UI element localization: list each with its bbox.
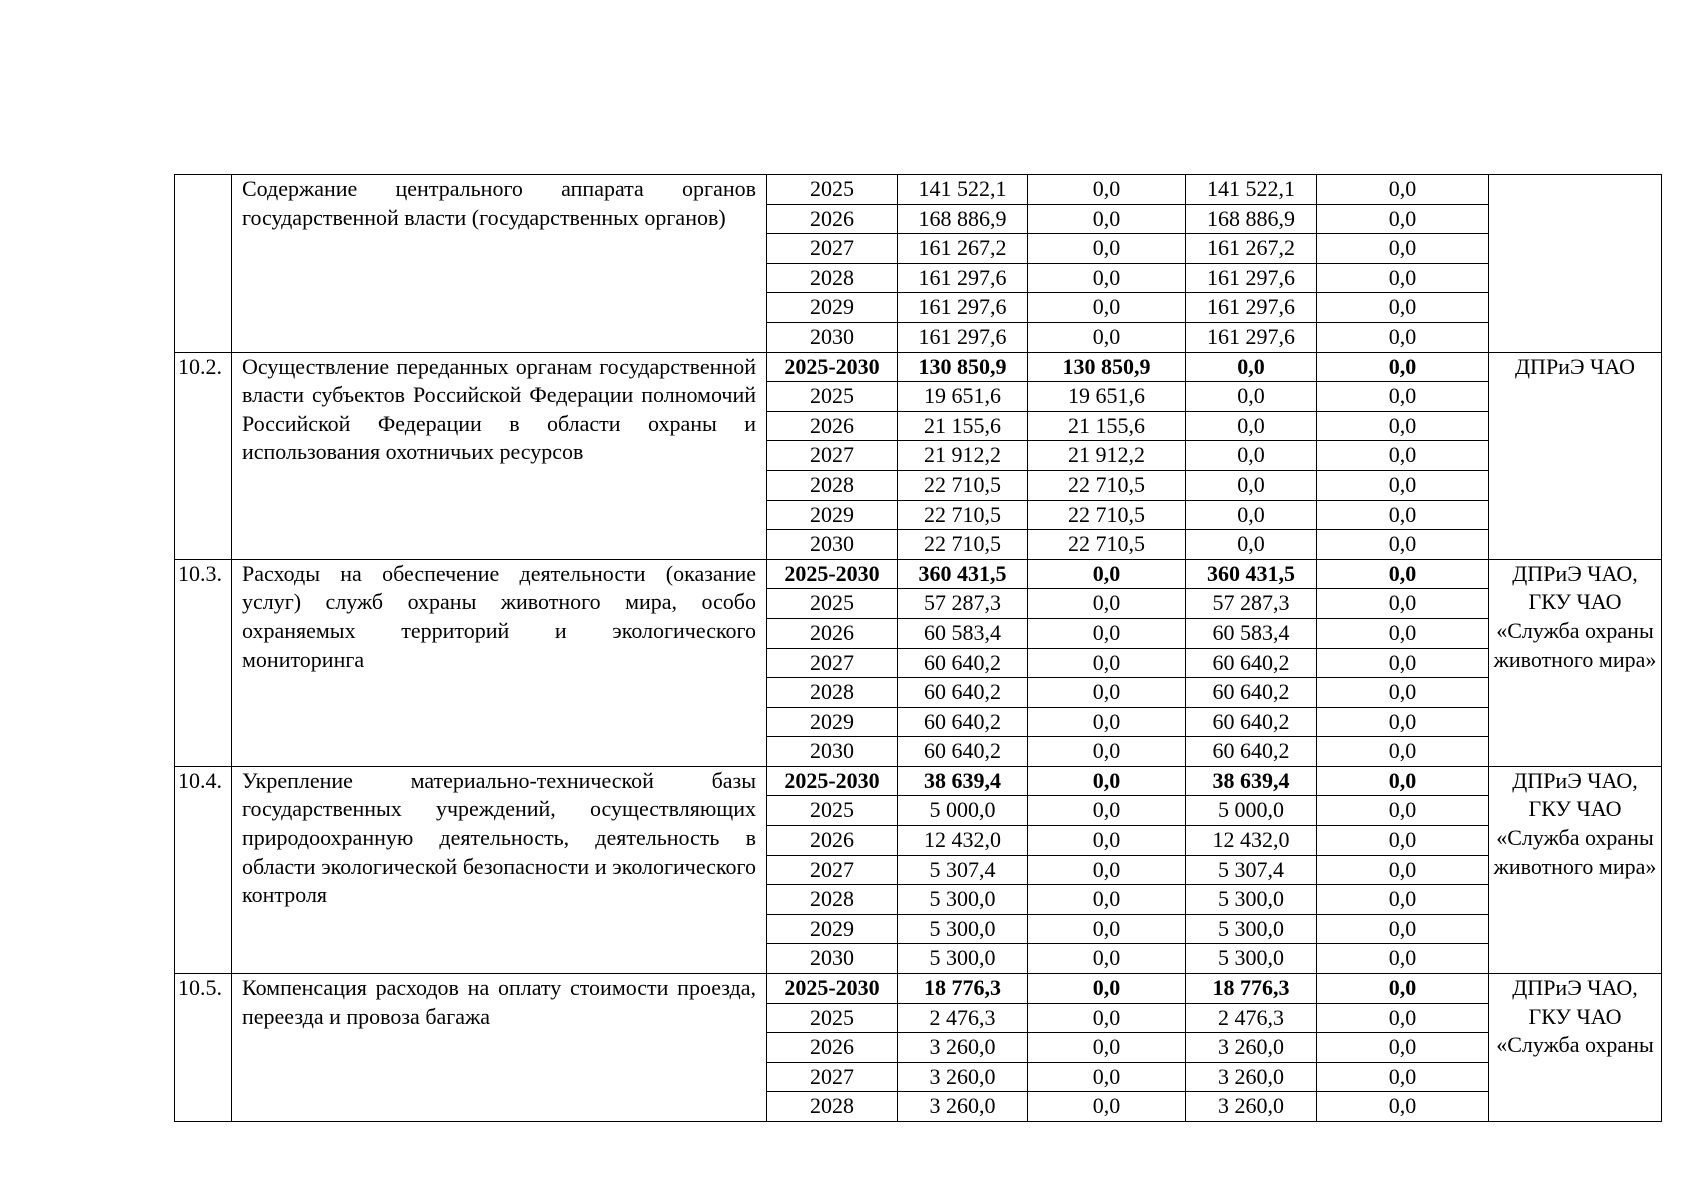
federal-budget-cell: 22 710,5 <box>1028 530 1186 560</box>
other-sources-cell: 0,0 <box>1317 322 1489 352</box>
year-cell: 2026 <box>767 618 898 648</box>
other-sources-cell: 0,0 <box>1317 500 1489 530</box>
total-amount-cell: 60 640,2 <box>898 648 1028 678</box>
federal-budget-cell: 0,0 <box>1028 618 1186 648</box>
item-number: 10.4. <box>175 766 232 973</box>
federal-budget-cell: 0,0 <box>1028 944 1186 974</box>
item-number: 10.3. <box>175 559 232 766</box>
other-sources-cell: 0,0 <box>1317 559 1489 589</box>
item-description: Содержание центрального аппарата органов государственной власти (государственных органов) <box>232 175 767 353</box>
table-row <box>175 175 1662 205</box>
year-cell: 2025-2030 <box>767 766 898 796</box>
federal-budget-cell: 21 155,6 <box>1028 411 1186 441</box>
other-sources-cell: 0,0 <box>1317 441 1489 471</box>
regional-budget-cell: 38 639,4 <box>1186 766 1317 796</box>
year-cell: 2025 <box>767 589 898 619</box>
year-cell: 2027 <box>767 855 898 885</box>
total-amount-cell: 161 297,6 <box>898 263 1028 293</box>
other-sources-cell: 0,0 <box>1317 263 1489 293</box>
year-cell: 2028 <box>767 1092 898 1122</box>
year-cell: 2025-2030 <box>767 352 898 382</box>
regional-budget-cell: 0,0 <box>1186 530 1317 560</box>
year-cell: 2029 <box>767 707 898 737</box>
federal-budget-cell: 0,0 <box>1028 707 1186 737</box>
other-sources-cell: 0,0 <box>1317 1062 1489 1092</box>
other-sources-cell: 0,0 <box>1317 204 1489 234</box>
regional-budget-cell: 0,0 <box>1186 441 1317 471</box>
federal-budget-cell: 0,0 <box>1028 175 1186 205</box>
other-sources-cell: 0,0 <box>1317 707 1489 737</box>
total-amount-cell: 5 307,4 <box>898 855 1028 885</box>
table-row <box>175 559 1662 589</box>
year-cell: 2025 <box>767 1003 898 1033</box>
other-sources-cell: 0,0 <box>1317 352 1489 382</box>
regional-budget-cell: 161 267,2 <box>1186 234 1317 264</box>
year-cell: 2029 <box>767 914 898 944</box>
total-amount-cell: 19 651,6 <box>898 382 1028 412</box>
federal-budget-cell: 22 710,5 <box>1028 470 1186 500</box>
year-cell: 2027 <box>767 234 898 264</box>
regional-budget-cell: 57 287,3 <box>1186 589 1317 619</box>
executor-cell: ДПРиЭ ЧАО, ГКУ ЧАО «Служба охраны животного мира» <box>1489 766 1662 973</box>
year-cell: 2028 <box>767 263 898 293</box>
regional-budget-cell: 2 476,3 <box>1186 1003 1317 1033</box>
federal-budget-cell: 0,0 <box>1028 974 1186 1004</box>
federal-budget-cell: 0,0 <box>1028 914 1186 944</box>
federal-budget-cell: 0,0 <box>1028 293 1186 323</box>
regional-budget-cell: 161 297,6 <box>1186 263 1317 293</box>
total-amount-cell: 12 432,0 <box>898 826 1028 856</box>
executor-cell: ДПРиЭ ЧАО, ГКУ ЧАО «Служба охраны животного мира» <box>1489 559 1662 766</box>
regional-budget-cell: 360 431,5 <box>1186 559 1317 589</box>
total-amount-cell: 38 639,4 <box>898 766 1028 796</box>
year-cell: 2028 <box>767 885 898 915</box>
regional-budget-cell: 161 297,6 <box>1186 322 1317 352</box>
other-sources-cell: 0,0 <box>1317 885 1489 915</box>
federal-budget-cell: 0,0 <box>1028 234 1186 264</box>
federal-budget-cell: 130 850,9 <box>1028 352 1186 382</box>
other-sources-cell: 0,0 <box>1317 914 1489 944</box>
item-number <box>175 175 232 353</box>
total-amount-cell: 60 583,4 <box>898 618 1028 648</box>
total-amount-cell: 22 710,5 <box>898 530 1028 560</box>
total-amount-cell: 141 522,1 <box>898 175 1028 205</box>
table-row <box>175 766 1662 796</box>
other-sources-cell: 0,0 <box>1317 382 1489 412</box>
total-amount-cell: 2 476,3 <box>898 1003 1028 1033</box>
year-cell: 2025 <box>767 175 898 205</box>
other-sources-cell: 0,0 <box>1317 648 1489 678</box>
item-number: 10.5. <box>175 974 232 1122</box>
total-amount-cell: 60 640,2 <box>898 678 1028 708</box>
regional-budget-cell: 60 640,2 <box>1186 707 1317 737</box>
year-cell: 2025 <box>767 796 898 826</box>
total-amount-cell: 21 155,6 <box>898 411 1028 441</box>
regional-budget-cell: 5 307,4 <box>1186 855 1317 885</box>
table-row <box>175 352 1662 382</box>
other-sources-cell: 0,0 <box>1317 1033 1489 1063</box>
other-sources-cell: 0,0 <box>1317 293 1489 323</box>
total-amount-cell: 60 640,2 <box>898 737 1028 767</box>
table-row <box>175 974 1662 1004</box>
regional-budget-cell: 5 300,0 <box>1186 914 1317 944</box>
year-cell: 2026 <box>767 826 898 856</box>
budget-table-body <box>175 175 1662 1122</box>
other-sources-cell: 0,0 <box>1317 944 1489 974</box>
regional-budget-cell: 3 260,0 <box>1186 1062 1317 1092</box>
executor-cell <box>1489 175 1662 353</box>
executor-cell: ДПРиЭ ЧАО, ГКУ ЧАО «Служба охраны <box>1489 974 1662 1122</box>
year-cell: 2029 <box>767 500 898 530</box>
federal-budget-cell: 21 912,2 <box>1028 441 1186 471</box>
regional-budget-cell: 5 300,0 <box>1186 944 1317 974</box>
regional-budget-cell: 3 260,0 <box>1186 1033 1317 1063</box>
federal-budget-cell: 0,0 <box>1028 796 1186 826</box>
federal-budget-cell: 0,0 <box>1028 1003 1186 1033</box>
federal-budget-cell: 19 651,6 <box>1028 382 1186 412</box>
federal-budget-cell: 0,0 <box>1028 204 1186 234</box>
regional-budget-cell: 60 640,2 <box>1186 737 1317 767</box>
total-amount-cell: 22 710,5 <box>898 470 1028 500</box>
federal-budget-cell: 0,0 <box>1028 648 1186 678</box>
regional-budget-cell: 141 522,1 <box>1186 175 1317 205</box>
year-cell: 2027 <box>767 648 898 678</box>
year-cell: 2028 <box>767 470 898 500</box>
total-amount-cell: 161 297,6 <box>898 322 1028 352</box>
federal-budget-cell: 0,0 <box>1028 559 1186 589</box>
year-cell: 2027 <box>767 1062 898 1092</box>
other-sources-cell: 0,0 <box>1317 411 1489 441</box>
year-cell: 2025-2030 <box>767 559 898 589</box>
item-description: Укрепление материально-технической базы государственных учреждений, осуществляющих природоохранную деятельность, деятельность в области экологической безопасности и экологического контроля <box>232 766 767 973</box>
regional-budget-cell: 60 640,2 <box>1186 648 1317 678</box>
other-sources-cell: 0,0 <box>1317 1003 1489 1033</box>
total-amount-cell: 5 300,0 <box>898 944 1028 974</box>
other-sources-cell: 0,0 <box>1317 974 1489 1004</box>
year-cell: 2026 <box>767 411 898 441</box>
federal-budget-cell: 22 710,5 <box>1028 500 1186 530</box>
total-amount-cell: 22 710,5 <box>898 500 1028 530</box>
year-cell: 2026 <box>767 204 898 234</box>
total-amount-cell: 5 300,0 <box>898 885 1028 915</box>
regional-budget-cell: 161 297,6 <box>1186 293 1317 323</box>
year-cell: 2028 <box>767 678 898 708</box>
other-sources-cell: 0,0 <box>1317 855 1489 885</box>
federal-budget-cell: 0,0 <box>1028 1092 1186 1122</box>
regional-budget-cell: 3 260,0 <box>1186 1092 1317 1122</box>
federal-budget-cell: 0,0 <box>1028 1033 1186 1063</box>
budget-table <box>174 174 1662 1122</box>
federal-budget-cell: 0,0 <box>1028 855 1186 885</box>
item-description: Расходы на обеспечение деятельности (оказание услуг) служб охраны животного мира, особо охраняемых территорий и экологического мониторинга <box>232 559 767 766</box>
other-sources-cell: 0,0 <box>1317 766 1489 796</box>
regional-budget-cell: 12 432,0 <box>1186 826 1317 856</box>
year-cell: 2030 <box>767 737 898 767</box>
other-sources-cell: 0,0 <box>1317 470 1489 500</box>
item-number: 10.2. <box>175 352 232 559</box>
year-cell: 2030 <box>767 530 898 560</box>
total-amount-cell: 18 776,3 <box>898 974 1028 1004</box>
total-amount-cell: 5 000,0 <box>898 796 1028 826</box>
year-cell: 2029 <box>767 293 898 323</box>
total-amount-cell: 161 297,6 <box>898 293 1028 323</box>
federal-budget-cell: 0,0 <box>1028 322 1186 352</box>
year-cell: 2030 <box>767 944 898 974</box>
federal-budget-cell: 0,0 <box>1028 589 1186 619</box>
regional-budget-cell: 18 776,3 <box>1186 974 1317 1004</box>
total-amount-cell: 3 260,0 <box>898 1092 1028 1122</box>
other-sources-cell: 0,0 <box>1317 1092 1489 1122</box>
total-amount-cell: 3 260,0 <box>898 1062 1028 1092</box>
federal-budget-cell: 0,0 <box>1028 263 1186 293</box>
total-amount-cell: 130 850,9 <box>898 352 1028 382</box>
federal-budget-cell: 0,0 <box>1028 766 1186 796</box>
federal-budget-cell: 0,0 <box>1028 678 1186 708</box>
total-amount-cell: 21 912,2 <box>898 441 1028 471</box>
regional-budget-cell: 0,0 <box>1186 470 1317 500</box>
regional-budget-cell: 60 640,2 <box>1186 678 1317 708</box>
federal-budget-cell: 0,0 <box>1028 1062 1186 1092</box>
total-amount-cell: 5 300,0 <box>898 914 1028 944</box>
federal-budget-cell: 0,0 <box>1028 737 1186 767</box>
total-amount-cell: 360 431,5 <box>898 559 1028 589</box>
item-description: Осуществление переданных органам государственной власти субъектов Российской Федерации полномочий Российской Федерации в области охраны и использования охотничьих ресурсов <box>232 352 767 559</box>
year-cell: 2027 <box>767 441 898 471</box>
federal-budget-cell: 0,0 <box>1028 826 1186 856</box>
item-description: Компенсация расходов на оплату стоимости проезда, переезда и провоза багажа <box>232 974 767 1122</box>
other-sources-cell: 0,0 <box>1317 826 1489 856</box>
year-cell: 2030 <box>767 322 898 352</box>
other-sources-cell: 0,0 <box>1317 234 1489 264</box>
other-sources-cell: 0,0 <box>1317 678 1489 708</box>
other-sources-cell: 0,0 <box>1317 589 1489 619</box>
other-sources-cell: 0,0 <box>1317 618 1489 648</box>
regional-budget-cell: 0,0 <box>1186 411 1317 441</box>
regional-budget-cell: 60 583,4 <box>1186 618 1317 648</box>
regional-budget-cell: 5 000,0 <box>1186 796 1317 826</box>
executor-cell: ДПРиЭ ЧАО <box>1489 352 1662 559</box>
total-amount-cell: 57 287,3 <box>898 589 1028 619</box>
federal-budget-cell: 0,0 <box>1028 885 1186 915</box>
year-cell: 2025-2030 <box>767 974 898 1004</box>
total-amount-cell: 60 640,2 <box>898 707 1028 737</box>
other-sources-cell: 0,0 <box>1317 737 1489 767</box>
year-cell: 2026 <box>767 1033 898 1063</box>
total-amount-cell: 3 260,0 <box>898 1033 1028 1063</box>
other-sources-cell: 0,0 <box>1317 530 1489 560</box>
total-amount-cell: 168 886,9 <box>898 204 1028 234</box>
regional-budget-cell: 168 886,9 <box>1186 204 1317 234</box>
regional-budget-cell: 0,0 <box>1186 352 1317 382</box>
regional-budget-cell: 0,0 <box>1186 382 1317 412</box>
other-sources-cell: 0,0 <box>1317 796 1489 826</box>
other-sources-cell: 0,0 <box>1317 175 1489 205</box>
regional-budget-cell: 0,0 <box>1186 500 1317 530</box>
regional-budget-cell: 5 300,0 <box>1186 885 1317 915</box>
year-cell: 2025 <box>767 382 898 412</box>
total-amount-cell: 161 267,2 <box>898 234 1028 264</box>
